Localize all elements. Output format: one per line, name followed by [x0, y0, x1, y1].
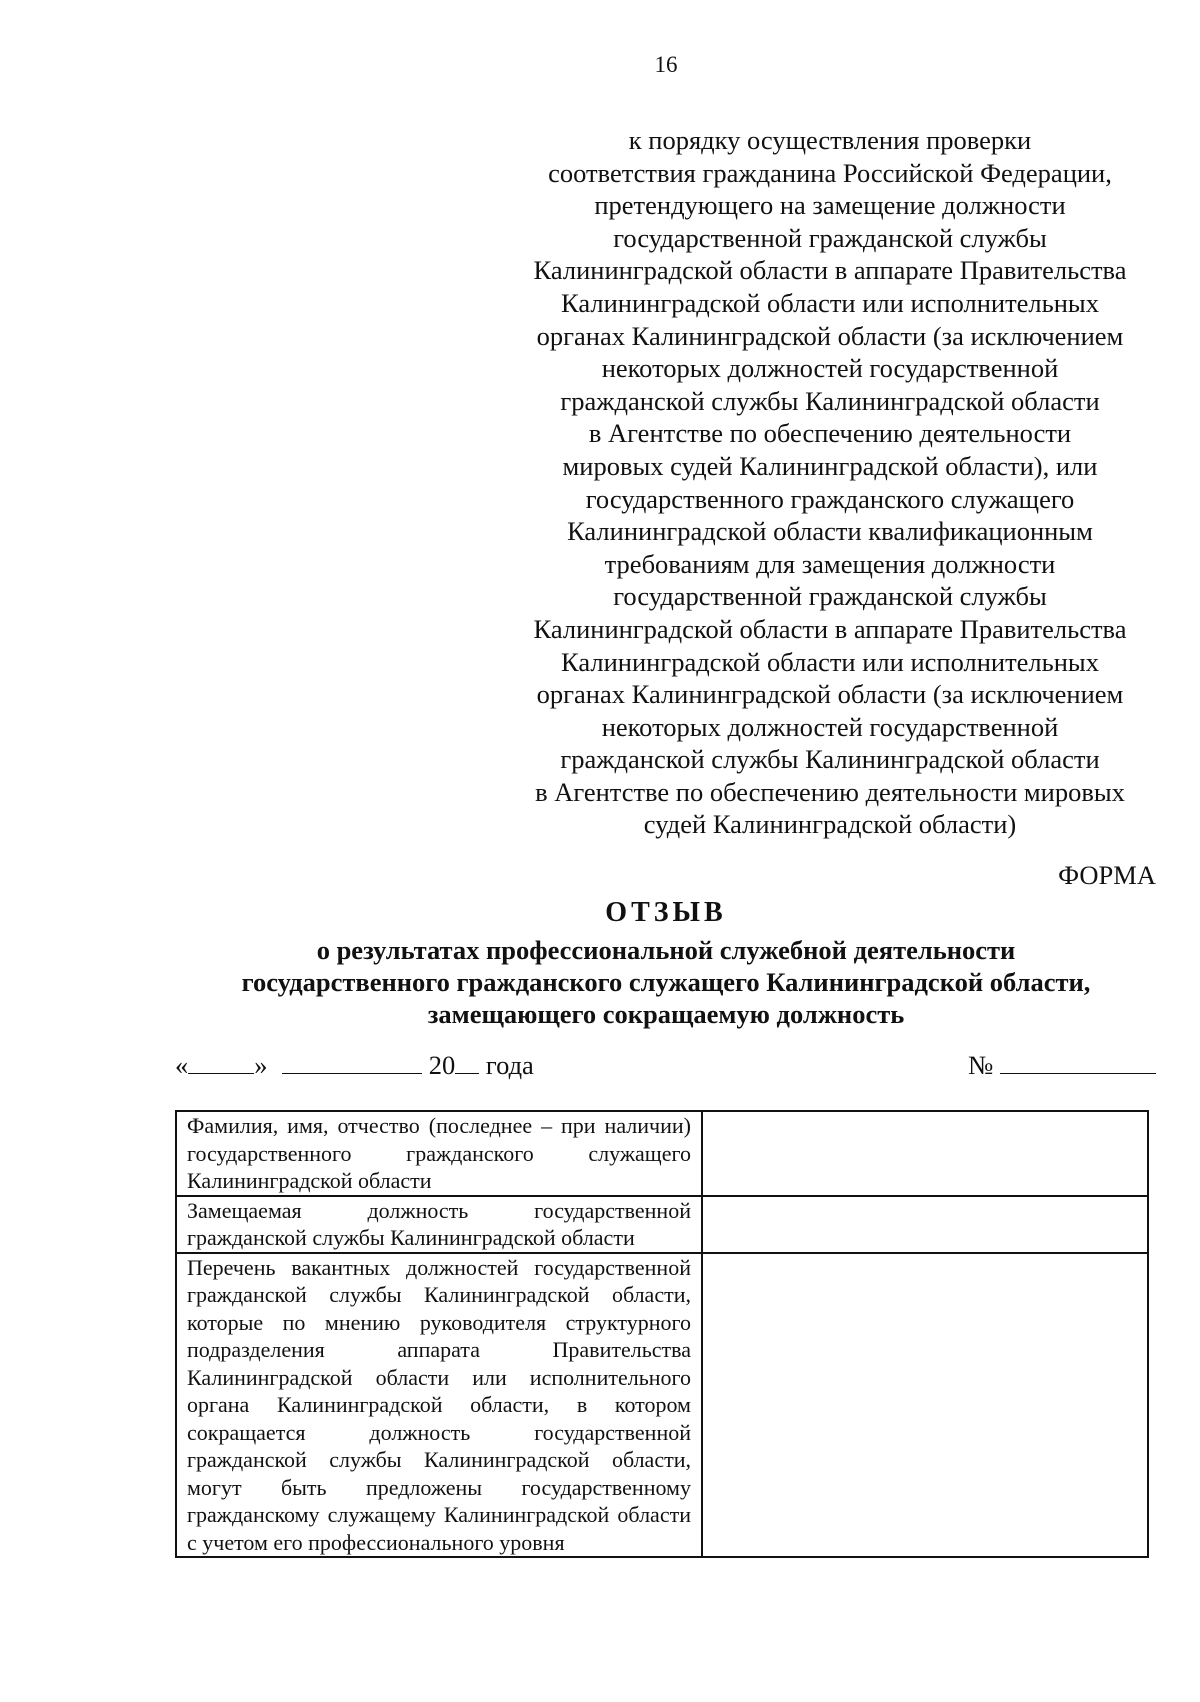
- page-number: 16: [654, 52, 678, 77]
- date-open-quote: «: [175, 1050, 189, 1080]
- preamble-line: мировых судей Калининградской области), или: [562, 450, 1098, 481]
- preamble-line: органах Калининградской области (за исключением: [536, 320, 1124, 351]
- preamble-line: государственной гражданской службы: [613, 581, 1047, 612]
- preamble-line: некоторых должностей государственной: [601, 711, 1059, 742]
- preamble-line: органах Калининградской области (за исключением: [536, 679, 1124, 710]
- preamble-line: соответствия гражданина Российской Федерации,: [548, 157, 1112, 188]
- year-prefix: 20: [428, 1050, 456, 1080]
- preamble-line: государственного гражданского служащего: [585, 483, 1075, 514]
- table-row: [176, 1111, 1148, 1196]
- preamble-line: Калининградской области в аппарате Правительства: [533, 255, 1127, 286]
- preamble-line: некоторых должностей государственной: [601, 353, 1059, 384]
- preamble-line: судей Калининградской области): [643, 809, 1017, 840]
- preamble-line: требованиям для замещения должности: [604, 548, 1056, 579]
- year-suffix: года: [485, 1050, 534, 1080]
- row-label-vacancies: Перечень вакантных должностей государственной гражданской службы Калининградской области, которые по мнению руководителя структурного подразделения аппарата Правительства Калининградской области или исполнительного органа Калининградской области, в котором сокращается должность государственной гражданской службы Калининградской области, могут быть предложены государственному гражданскому служащему Калининградской области с учетом его профессионального уровня: [176, 1253, 702, 1558]
- year-blank[interactable]: [455, 1051, 479, 1074]
- preamble-block: [490, 124, 1170, 841]
- review-form-table: [175, 1110, 1149, 1558]
- subtitle-line: о результатах профессиональной служебной деятельности: [316, 935, 1016, 965]
- number-line: [968, 1050, 1156, 1081]
- document-title: ОТЗЫВ: [605, 897, 727, 928]
- preamble-line: претендующего на замещение должности: [594, 190, 1066, 221]
- preamble-line: Калининградской области или исполнительных: [561, 646, 1099, 677]
- preamble-line: государственной гражданской службы: [613, 222, 1047, 253]
- number-blank[interactable]: [1000, 1051, 1156, 1074]
- preamble-line: Калининградской области квалификационным: [567, 516, 1093, 547]
- subtitle-line: замещающего сокращаемую должность: [427, 999, 905, 1029]
- row-label-full-name: Фамилия, имя, отчество (последнее – при наличии) государственного гражданского служащего Калининградской области: [176, 1111, 702, 1196]
- preamble-line: в Агентстве по обеспечению деятельности: [588, 418, 1072, 449]
- date-line: [175, 1050, 534, 1081]
- day-blank[interactable]: [188, 1051, 254, 1074]
- number-label: №: [968, 1050, 994, 1080]
- preamble-line: в Агентстве по обеспечению деятельности мировых: [535, 776, 1125, 807]
- table-row: [176, 1196, 1148, 1253]
- table-row: [176, 1253, 1148, 1558]
- subtitle-line: государственного гражданского служащего Калининградской области,: [241, 967, 1091, 997]
- preamble-line: Калининградской области или исполнительных: [561, 287, 1099, 318]
- preamble-line: гражданской службы Калининградской области: [560, 385, 1100, 416]
- preamble-line: к порядку осуществления проверки: [628, 125, 1032, 155]
- row-value-full-name[interactable]: [702, 1111, 1148, 1196]
- date-close-quote: »: [254, 1050, 268, 1080]
- preamble-line: гражданской службы Калининградской области: [560, 744, 1100, 775]
- row-value-position[interactable]: [702, 1196, 1148, 1253]
- month-blank[interactable]: [282, 1051, 422, 1074]
- row-label-position: Замещаемая должность государственной гражданской службы Калининградской области: [176, 1196, 702, 1253]
- forma-label: ФОРМА: [1058, 860, 1156, 890]
- preamble-line: Калининградской области в аппарате Правительства: [533, 613, 1127, 644]
- document-subtitle: [0, 934, 1200, 1030]
- row-value-vacancies[interactable]: [702, 1253, 1148, 1558]
